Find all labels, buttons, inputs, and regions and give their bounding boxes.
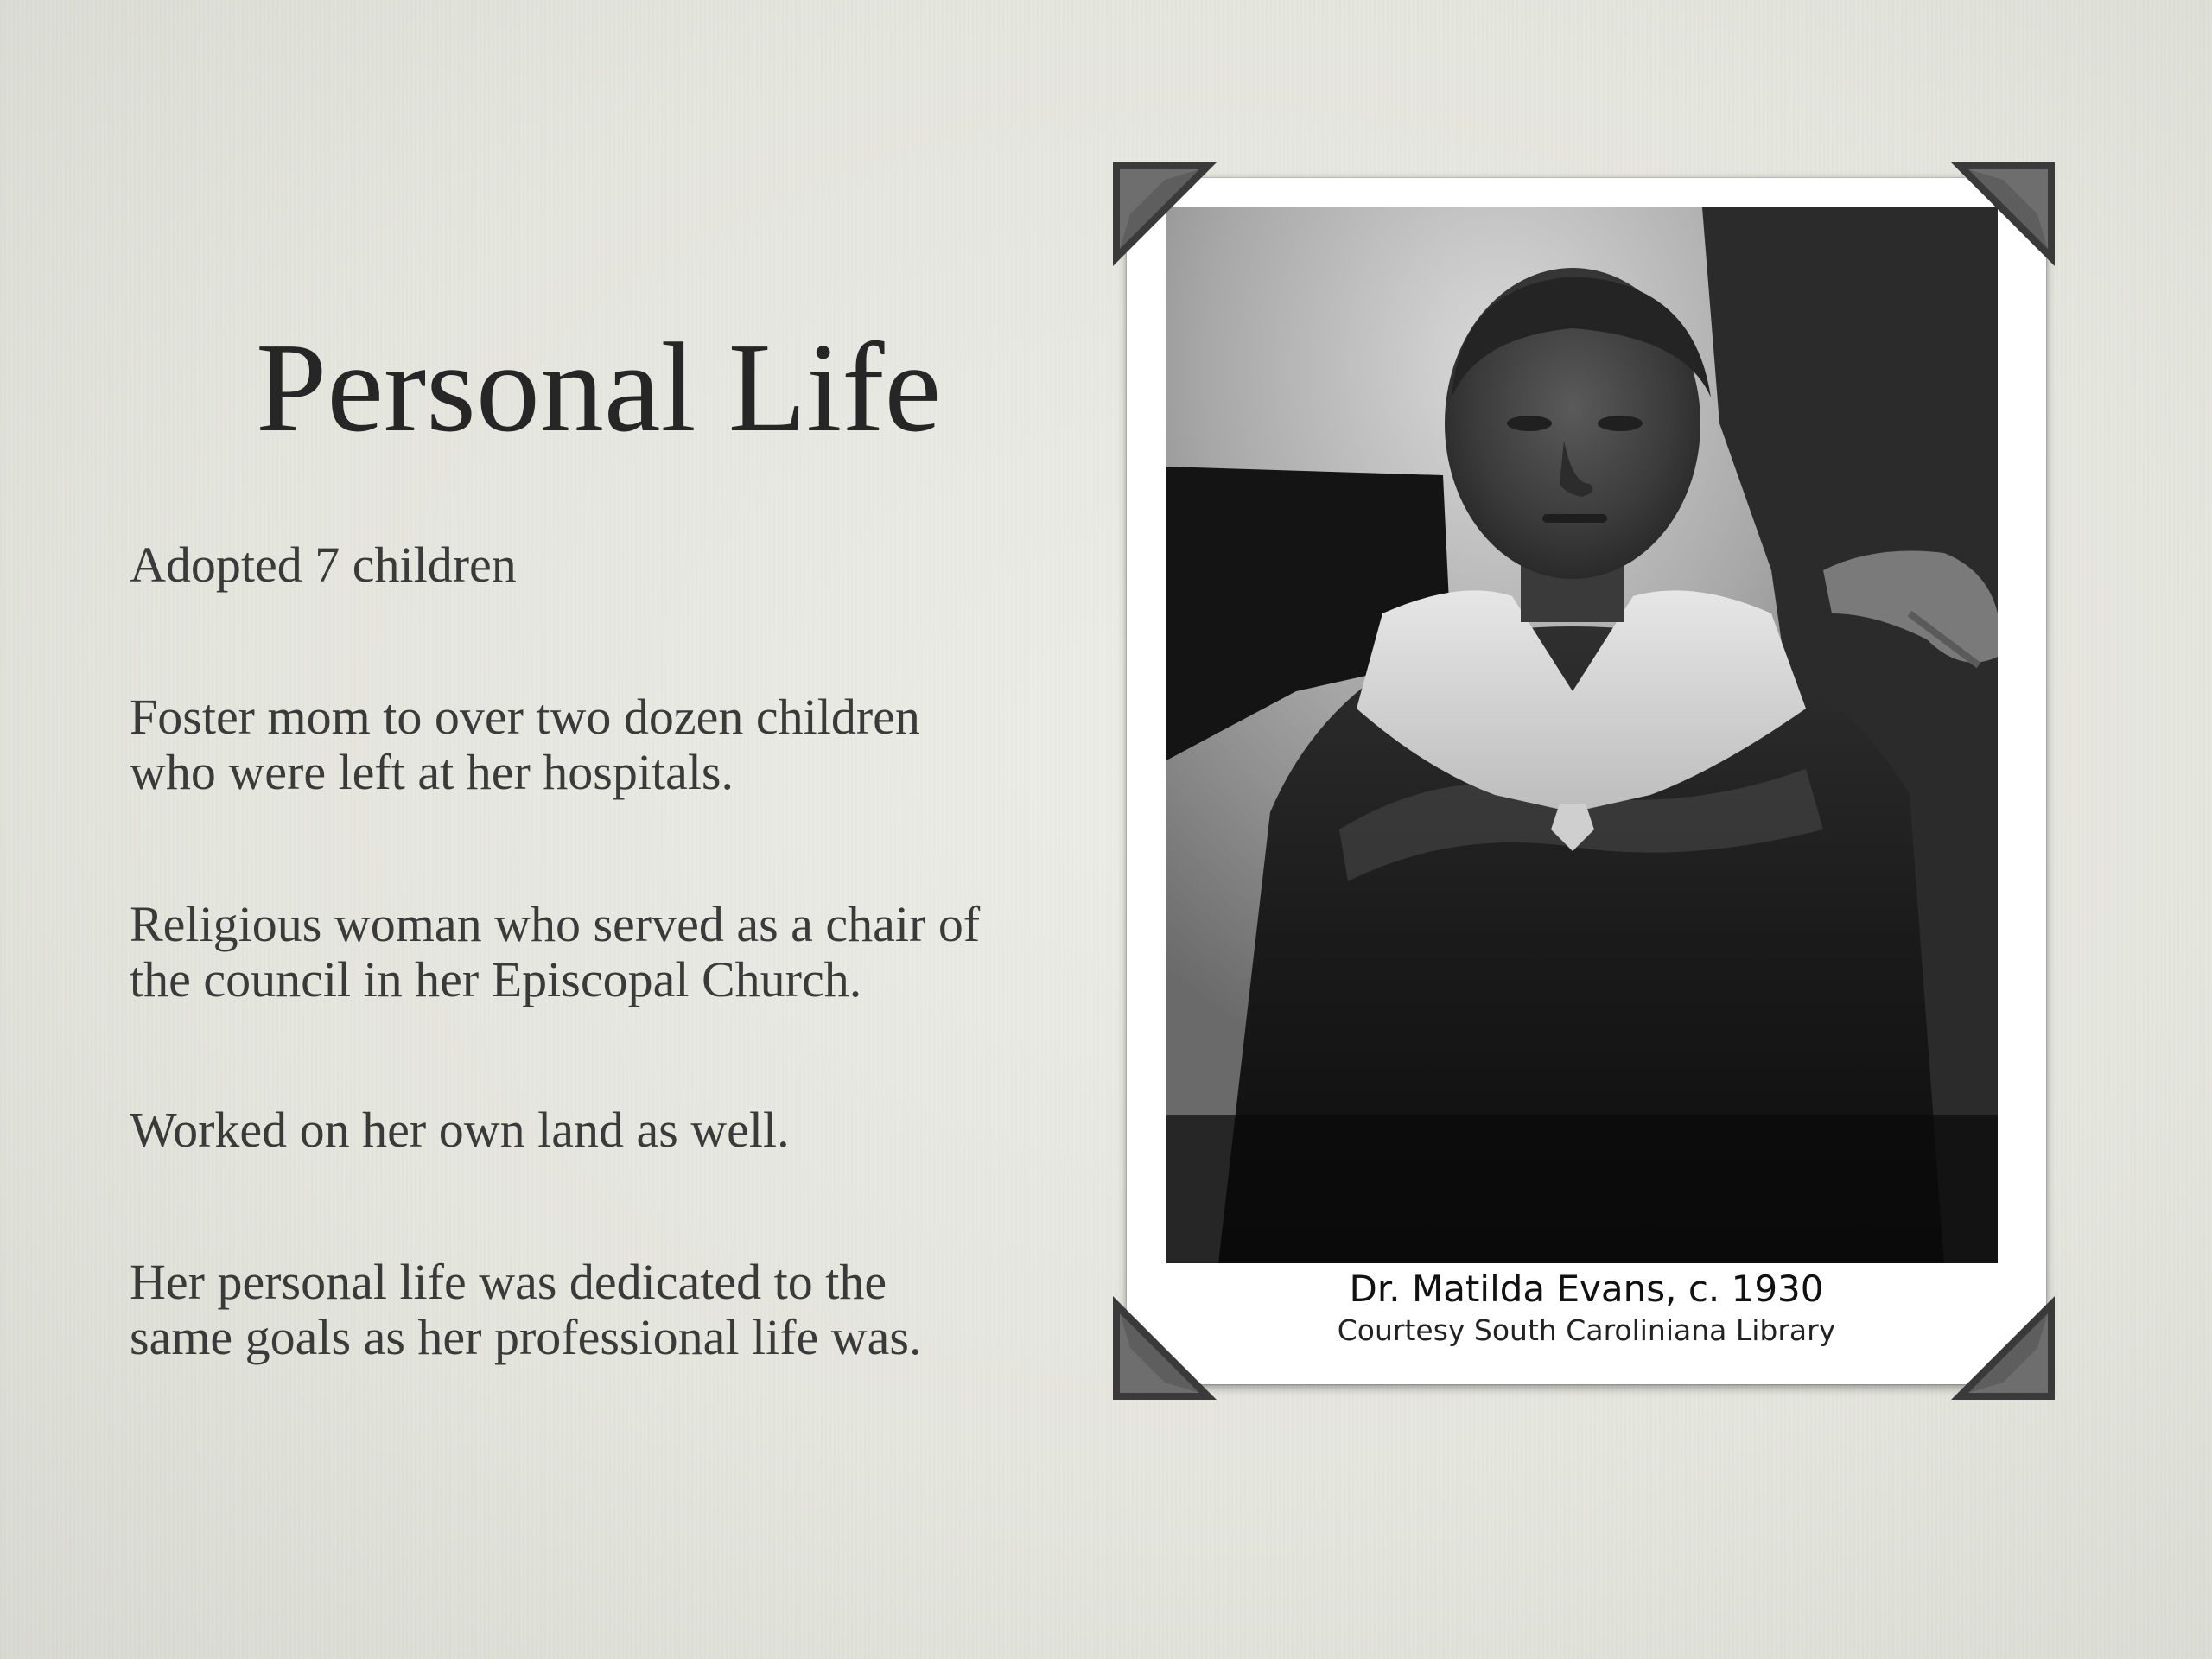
photo-corner-icon: [1113, 162, 1217, 266]
photo-corner-icon: [1951, 162, 2055, 266]
bullet-line: Worked on her own land as well.: [130, 1102, 790, 1158]
photo-corner-icon: [1113, 1296, 1217, 1400]
bullet-item: [130, 897, 980, 1007]
bullet-item: [130, 1103, 790, 1158]
bullet-line: Her personal life was dedicated to the: [130, 1254, 887, 1310]
portrait-photo: [1166, 207, 1998, 1263]
bullet-line: same goals as her professional life was.: [130, 1309, 922, 1365]
bullet-line: Religious woman who served as a chair of: [130, 896, 981, 952]
bullet-line: Foster mom to over two dozen children: [130, 689, 920, 745]
bullet-line: the council in her Episcopal Church.: [130, 951, 862, 1007]
photo-caption: Dr. Matilda Evans, c. 1930: [1349, 1268, 1824, 1310]
photo-credit: Courtesy South Caroliniana Library: [1337, 1313, 1836, 1347]
photo-corner-icon: [1951, 1296, 2055, 1400]
slide-title: Personal Life: [256, 317, 942, 459]
bullet-item: [130, 690, 920, 800]
bullet-line: who were left at her hospitals.: [130, 744, 734, 800]
bullet-item: [130, 537, 517, 593]
bullet-item: [130, 1255, 921, 1365]
portrait-image: [1166, 207, 1998, 1263]
bullet-line: Adopted 7 children: [130, 537, 517, 593]
photo-frame: [1127, 178, 2046, 1384]
